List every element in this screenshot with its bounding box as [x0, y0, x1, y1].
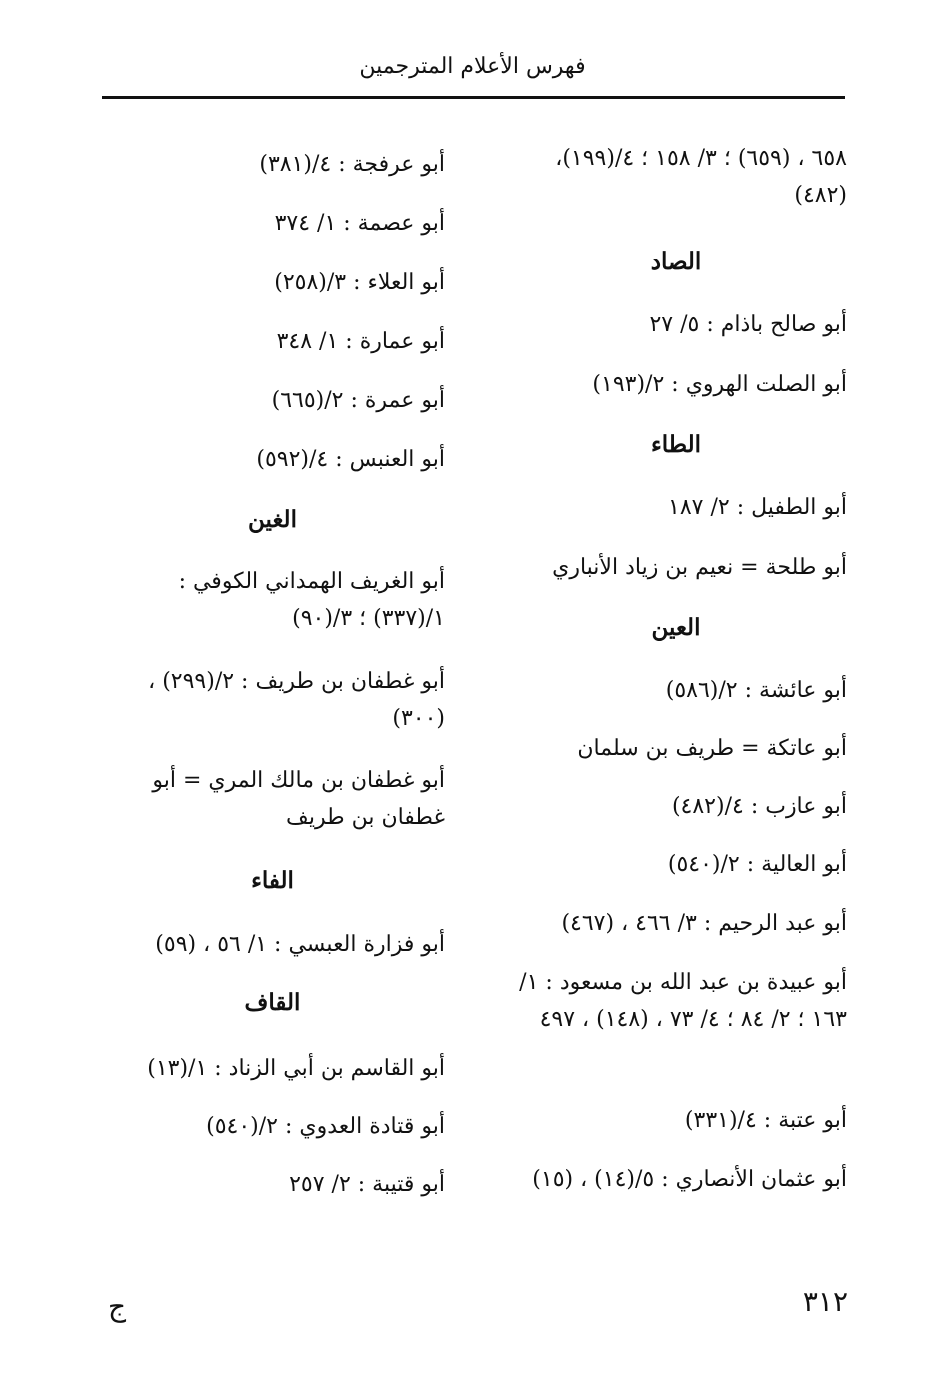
index-entry: أبو عازب : ٤/(٤٨٢): [671, 794, 847, 819]
index-entry: أبو عصمة : ١/ ٣٧٤: [274, 211, 445, 236]
section-heading-fa: الفاء: [251, 867, 294, 894]
index-entry: أبو العلاء : ٣/(٢٥٨): [274, 270, 445, 295]
index-entry: أبو عاتكة = طريف بن سلمان: [577, 736, 847, 761]
page-number: ٣١٢: [802, 1285, 848, 1318]
section-heading-ayn: العين: [651, 614, 701, 641]
index-entry: أبو القاسم بن أبي الزناد : ١/(١٣): [147, 1056, 445, 1081]
section-heading-qaf: القاف: [244, 989, 301, 1016]
index-entry: أبو عبيدة بن عبد الله بن مسعود : ١/ ١٦٣ ؛ ٢/ ٨٤ ؛ ٤/ ٧٣ ، (١٤٨) ، ٤٩٧: [519, 970, 847, 1032]
index-entry: أبو عثمان الأنصاري : ٥/(١٤) ، (١٥): [532, 1167, 847, 1192]
index-entry-continuation: ٦٥٨ ، (٦٥٩) ؛ ٣/ ١٥٨ ؛ ٤/(١٩٩)، (٤٨٢): [555, 146, 847, 208]
index-entry: أبو الطفيل : ٢/ ١٨٧: [668, 495, 847, 520]
index-entry: أبو الصلت الهروي : ٢/(١٩٣): [592, 372, 847, 397]
index-entry: أبو عائشة : ٢/(٥٨٦): [665, 678, 847, 703]
section-heading-ta: الطاء: [650, 431, 702, 458]
index-entry: أبو قتيبة : ٢/ ٢٥٧: [289, 1172, 445, 1197]
index-entry: أبو عمرة : ٢/(٦٦٥): [271, 388, 445, 413]
signature-mark: ج: [108, 1290, 127, 1323]
header-divider: [102, 96, 845, 99]
section-heading-ghayn: الغين: [248, 506, 297, 533]
index-entry: أبو عرفجة : ٤/(٣٨١): [259, 152, 445, 177]
page-header-title: فهرس الأعلام المترجمين: [359, 54, 586, 79]
index-entry: أبو طلحة = نعيم بن زياد الأنباري: [552, 555, 847, 580]
index-entry: أبو العنبس : ٤/(٥٩٢): [256, 447, 445, 472]
section-heading-sad: الصاد: [650, 248, 702, 275]
index-entry: أبو قتادة العدوي : ٢/(٥٤٠): [206, 1114, 445, 1139]
index-entry: أبو الغريف الهمداني الكوفي : ١/(٣٣٧) ؛ ٣/(٩٠): [178, 569, 445, 631]
index-entry: أبو صالح باذام : ٥/ ٢٧: [649, 312, 847, 337]
index-entry: أبو عبد الرحيم : ٣/ ٤٦٦ ، (٤٦٧): [561, 911, 847, 936]
index-entry: أبو غطفان بن مالك المري = أبو غطفان بن طريف: [152, 768, 445, 830]
index-entry: أبو عمارة : ١/ ٣٤٨: [276, 329, 445, 354]
index-entry: أبو العالية : ٢/(٥٤٠): [667, 852, 847, 877]
index-entry: أبو غطفان بن طريف : ٢/(٢٩٩) ، (٣٠٠): [148, 669, 445, 731]
index-entry: أبو عتبة : ٤/(٣٣١): [684, 1108, 847, 1133]
index-entry: أبو فزارة العبسي : ١/ ٥٦ ، (٥٩): [155, 932, 445, 957]
